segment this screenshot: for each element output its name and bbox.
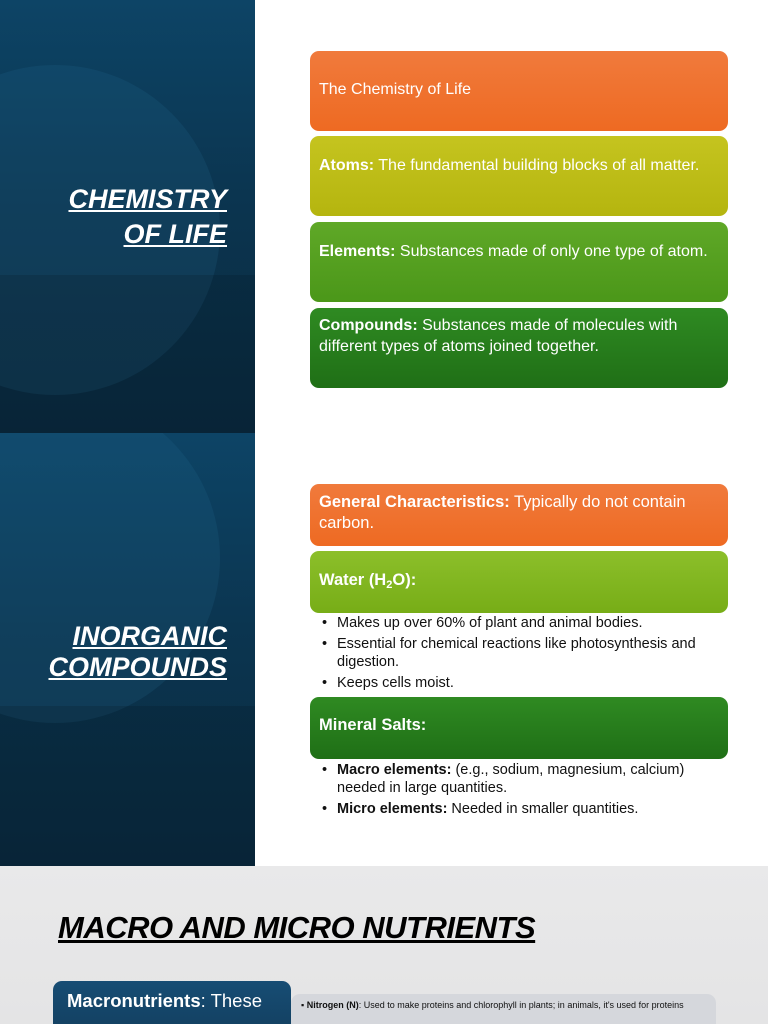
list-item: • Macro elements: (e.g., sodium, magnesium, calcium) needed in large quantities.	[322, 762, 685, 796]
slide-inorganic-compounds	[0, 433, 768, 866]
definition-elements: Substances made of only one type of atom.	[395, 243, 708, 260]
nitrogen-description: : Used to make proteins and chlorophyll in plants; in animals, it's used for proteins	[358, 1000, 684, 1010]
decorative-band	[0, 706, 255, 866]
definition-compounds: Substances made of molecules with different types of atoms joined together.	[319, 317, 678, 355]
box-water	[310, 551, 728, 613]
box-atoms	[310, 136, 728, 216]
term-compounds: Compounds:	[319, 317, 418, 334]
slide-macro-micro-nutrients	[0, 866, 768, 1024]
list-item: • Essential for chemical reactions like photosynthesis and digestion.	[322, 636, 696, 670]
mineral-salts-label: Mineral Salts:	[319, 716, 427, 734]
term-atoms: Atoms:	[319, 157, 375, 174]
slide-title: INORGANIC COMPOUNDS	[48, 621, 227, 682]
slide-chemistry-of-life	[0, 0, 768, 433]
term-nitrogen: Nitrogen (N)	[306, 1000, 359, 1010]
water-label: Water $(H_2O)$:	[319, 571, 417, 591]
decorative-band	[0, 275, 255, 433]
definition-atoms: The fundamental building blocks of all matter.	[374, 157, 700, 174]
box-compounds	[310, 308, 728, 388]
box-text: The Chemistry of Life	[319, 81, 472, 98]
title-panel	[0, 433, 255, 866]
list-item: • Keeps cells moist.	[322, 675, 454, 691]
box-mineral-salts	[310, 697, 728, 759]
macronutrients-box	[53, 981, 291, 1024]
general-characteristics-text: Typically do not contain carbon.	[319, 493, 686, 532]
mineral-bullet-list	[322, 761, 722, 821]
list-item: • Makes up over 60% of plant and animal bodies.	[322, 615, 643, 631]
box-chemistry-of-life	[310, 51, 728, 131]
slide-title: CHEMISTRY OF LIFE	[68, 184, 227, 249]
term-macronutrients: Macronutrients	[67, 990, 201, 1011]
water-bullet-list	[322, 614, 722, 695]
list-item: • Micro elements: Needed in smaller quantities.	[322, 801, 639, 817]
term-general-characteristics: General Characteristics:	[319, 493, 510, 511]
term-elements: Elements:	[319, 243, 396, 260]
macronutrients-text: : These	[200, 990, 263, 1011]
box-general-characteristics	[310, 484, 728, 546]
slide-title: MACRO AND MICRO NUTRIENTS	[58, 910, 536, 945]
box-elements	[310, 222, 728, 302]
title-panel	[0, 0, 255, 433]
nutrient-detail-box: ▪ Nitrogen (N): Used to make proteins and chlorophyll in plants; in animals, it's used for proteins	[291, 994, 716, 1024]
